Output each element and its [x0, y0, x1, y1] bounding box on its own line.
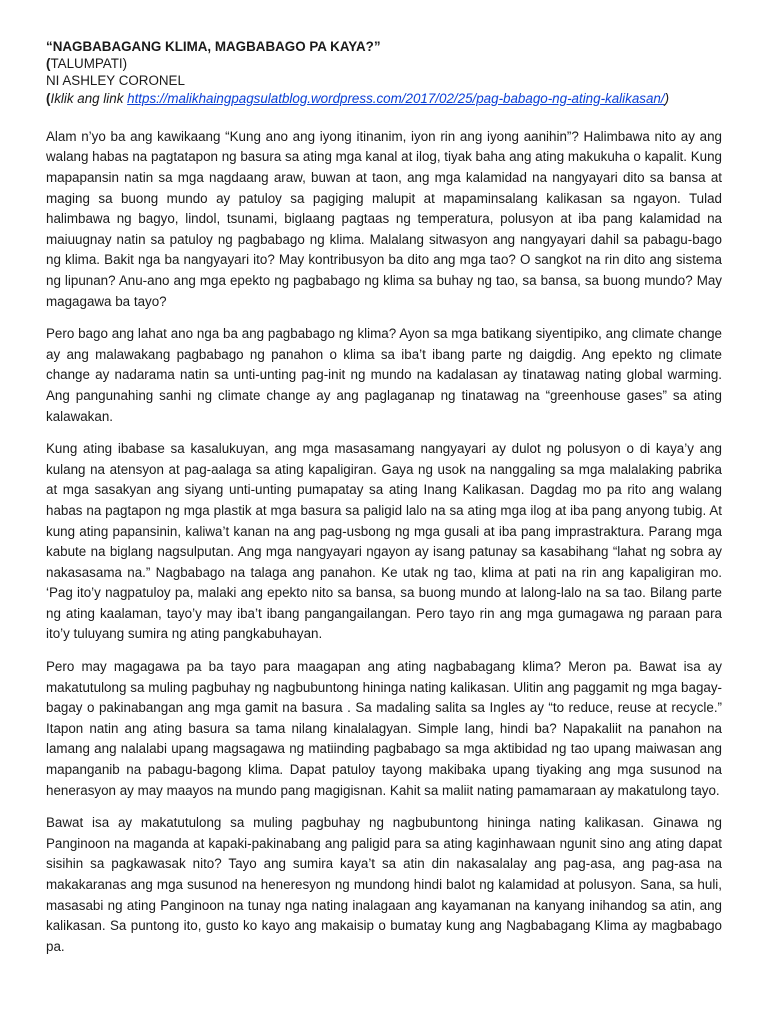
document-title: “NAGBABAGANG KLIMA, MAGBABAGO PA KAYA?” — [46, 39, 381, 54]
article-link[interactable]: https://malikhaingpagsulatblog.wordpress.com/2017/02/25/pag-babago-ng-ating-kalikasan/ — [127, 90, 665, 106]
paragraph-2: Pero bago ang lahat ano nga ba ang pagbabago ng klima? Ayon sa mga batikang siyentipiko, ang climate change ay ang malawakang pagbabago ng panahon o klima sa iba’t ibang parte ng daigdig. Ang epekto ng climate change ay nadarama natin sa unti-unting pag-init ng mundo na kadalasan ay tinatawag nating global warming. Ang pangunahing sanhi ng climate change ay ang paglaganap ng tinatawag na “greenhouse gases” sa ating kalawakan. — [46, 326, 722, 424]
link-intro: Iklik ang link — [50, 90, 128, 106]
genre-paren: ( — [46, 56, 51, 72]
link-paren-close: ) — [664, 90, 670, 106]
document-header — [46, 38, 722, 107]
paragraph-4: Pero may magagawa pa ba tayo para maagapan ang ating nagbabagang klima? Meron pa. Bawat isa ay makatutulong sa muling pagbuhay ng nagbubuntong hininga nating kalikasan. Ulitin ang paggamit ng mga bagay-bagay o pakinabangan ang mga gamit na basura . Sa madaling salita sa Ingles ay “to reduce, reuse at recycle.” Itapon natin ang ating basura sa tama nilang kinalalagyan. Simple lang, hindi ba? Napakaliit na panahon na lamang ang nalalabi upang magsagawa ng matiinding pagbabago sa mga aktibidad ng tao upang maiwasan ang mapanganib na pabagu-bagong klima. Dapat patuloy tayong makibaka upang tiyaking ang mga susunod na henerasyon ay may maayos na mundo pang magigisnan. Kahit sa maliit nating pamamaraan ay makatulong tayo. — [46, 659, 722, 798]
link-paren-open: ( — [46, 90, 51, 106]
paragraph-3: Kung ating ibabase sa kasalukuyan, ang mga masasamang nangyayari ay dulot ng polusyon o di kaya’y ang kulang na atensyon at pag-aalaga sa ating kapaligiran. Gaya ng usok na nanggaling sa mga malalaking pabrika at mga sasakyan ang siyang unti-unting pumapatay sa ating Inang Kalikasan. Dagdag mo pa rito ang walang habas na pagtapon ng mga plastik at mga basura sa paligid lalo na sa ating mga ilog at iba pang anyong tubig. At kung ating papansinin, kaliwa’t kanan na ang pag-usbong ng mga gusali at iba pang imprastraktura. Parang mga kabute na biglang nagsulputan. Ang mga nangyayari ngayon ay isang patunay sa kasabihang “lahat ng sobra ay nakasasama na.” Nagbabago na talaga ang panahon. Ke utak ng tao, klima at pati na rin ang kapaligiran mo. ‘Pag ito’y nagpatuloy pa, malaki ang epekto nito sa bansa, sa buong mundo at lalong-lalo na sa tao. Bilang parte ng ating kaalaman, tayo’y may iba’t ibang pangangailangan. Pero tayo rin ang mga gumagawa ng paraan para ito’y tuluyang sumira ng ating pangkabuhayan. — [46, 441, 722, 642]
genre-label — [46, 55, 722, 72]
paragraph-5: Bawat isa ay makatutulong sa muling pagbuhay ng nagbubuntong hininga nating kalikasan. Ginawa ng Panginoon na maganda at kapaki-pakinabang ang paligid para sa ating kaginhawaan ngunit sino ang ating dapat sisihin sa pagkawasak nito? Tayo ang sumira kaya’t sa atin din nakasalalay ang pag-asa, ang pag-asa na makakaranas ang mga susunod na heneresyon ng mundong hindi balot ng kalamidad at polusyon. Sana, sa huli, masasabi ng ating Panginoon na tunay nga nating inalagaan ang kayamanan na kanyang inihandog sa atin, ang kalikasan. Sa puntong ito, gusto ko kayo ang makaisip o bumatay kung ang Nagbabagang Klima ay magbabago pa. — [46, 815, 722, 954]
link-line — [46, 90, 722, 107]
author-line: NI ASHLEY CORONEL — [46, 73, 185, 89]
genre-text: TALUMPATI) — [50, 56, 128, 72]
paragraph-1: Alam n’yo ba ang kawikaang “Kung ano ang iyong itinanim, iyon rin ang iyong aanihin”? Halimbawa nito ay ang walang habas na pagtatapon ng basura sa ating mga kanal at ilog, tiyak baha ang ating makukuha o kapalit. Kung mapapansin natin sa mga nagdaang araw, buwan at taon, ang mga kalamidad na nangyayari dito sa bansa at maging sa buong mundo ay patuloy sa pagiging malupit at mapaminsalang kalikasan sa ngayon. Tulad halimbawa ng bagyo, lindol, tsunami, biglaang pagtaas ng temperatura, polusyon at iba pang kalamidad na maiuugnay natin sa patuloy ng pagbabago ng klima. Malalang sitwasyon ang nangyayari dahil sa pabagu-bago ng klima. Bakit nga ba nangyayari ito? May kontribusyon ba dito ang mga tao? O sangkot na rin dito ang sistema ng lipunan? Anu-ano ang mga epekto ng pagbabago ng klima sa buhay ng tao, sa bansa, sa buong mundo? May magagawa ba tayo? — [46, 128, 722, 309]
